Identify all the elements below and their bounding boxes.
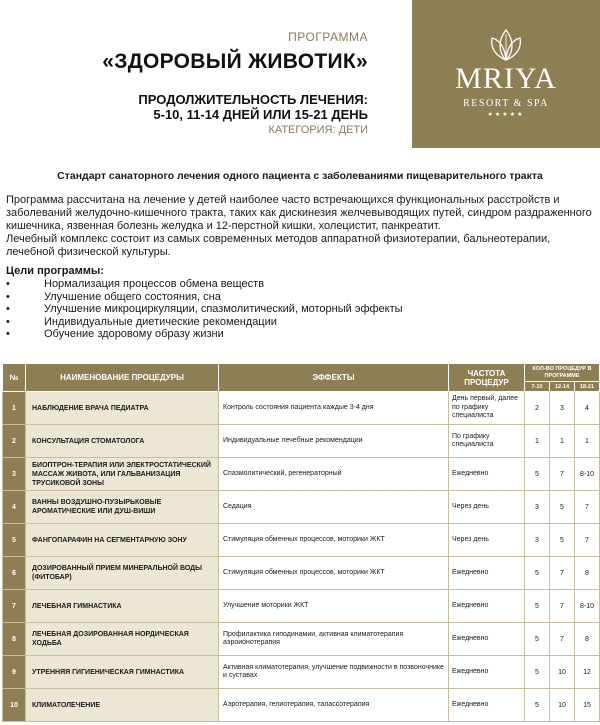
table-row <box>3 656 600 689</box>
procedure-effect: Стимуляция обменных процессов, моторики ЖКТ <box>219 524 449 557</box>
table-row <box>3 524 600 557</box>
intro-text <box>6 194 594 259</box>
procedure-effect: Аэротерапия, гелиотерапия, талассотерапия <box>219 689 449 722</box>
header <box>0 0 600 148</box>
procedure-frequency: По графику специалиста <box>449 425 525 458</box>
duration <box>102 92 368 122</box>
count-18-21: 12 <box>575 656 600 689</box>
count-7-10: 5 <box>525 656 550 689</box>
count-7-10: 5 <box>525 557 550 590</box>
header-num: № <box>3 364 26 392</box>
procedure-frequency: Ежедневно <box>449 656 525 689</box>
goal-item: • Улучшение микроциркуляции, спазмолитический, моторный эффекты <box>6 303 403 316</box>
procedure-effect: Активная климатотерапия, улучшение подвижности в позвоночнике и суставах <box>219 656 449 689</box>
category: КАТЕГОРИЯ: ДЕТИ <box>268 124 368 136</box>
procedure-name: НАБЛЮДЕНИЕ ВРАЧА ПЕДИАТРА <box>26 392 219 425</box>
row-number: 9 <box>3 656 26 689</box>
logo-name: MRIYA <box>455 62 557 95</box>
table-row <box>3 623 600 656</box>
header-days-2: 12-14 <box>550 382 575 392</box>
count-18-21: 15 <box>575 689 600 722</box>
goals-list <box>6 278 403 341</box>
procedure-name: БИОПТРОН-ТЕРАПИЯ ИЛИ ЭЛЕКТРОСТАТИЧЕСКИЙ МАССАЖ ЖИВОТА, ИЛИ ГАЛЬВАНИЗАЦИЯ ТРУСИКОВОЙ ЗОНЫ <box>26 458 219 491</box>
row-number: 5 <box>3 524 26 557</box>
count-18-21: 8-10 <box>575 590 600 623</box>
procedure-name: ФАНГОПАРАФИН НА СЕГМЕНТАРНУЮ ЗОНУ <box>26 524 219 557</box>
row-number: 2 <box>3 425 26 458</box>
intro-paragraph-2: Лечебный комплекс состоит из самых современных методов аппаратной физиотерапии, бальнеотерапии, лечебной физической культуры. <box>6 233 551 258</box>
procedure-frequency: День первый, далее по графику специалиста <box>449 392 525 425</box>
table-row <box>3 458 600 491</box>
lotus-leaf-icon <box>488 26 524 62</box>
goal-item: • Обучение здоровому образу жизни <box>6 328 403 341</box>
table-row <box>3 425 600 458</box>
count-7-10: 2 <box>525 392 550 425</box>
procedure-frequency: Через день <box>449 491 525 524</box>
count-18-21: 7 <box>575 524 600 557</box>
row-number: 7 <box>3 590 26 623</box>
procedure-frequency: Ежедневно <box>449 557 525 590</box>
count-7-10: 5 <box>525 590 550 623</box>
procedure-name: КОНСУЛЬТАЦИЯ СТОМАТОЛОГА <box>26 425 219 458</box>
procedure-frequency: Ежедневно <box>449 458 525 491</box>
header-days-1: 7-10 <box>525 382 550 392</box>
count-12-14: 10 <box>550 689 575 722</box>
procedure-effect: Улучшение моторики ЖКТ <box>219 590 449 623</box>
row-number: 10 <box>3 689 26 722</box>
count-18-21: 4 <box>575 392 600 425</box>
row-number: 3 <box>3 458 26 491</box>
duration-line-2: 5-10, 11-14 ДНЕЙ ИЛИ 15-21 ДЕНЬ <box>153 107 368 122</box>
count-12-14: 3 <box>550 392 575 425</box>
procedure-frequency: Через день <box>449 524 525 557</box>
procedure-effect: Стимуляция обменных процессов, моторики ЖКТ <box>219 557 449 590</box>
procedure-name: ЛЕЧЕБНАЯ ГИМНАСТИКА <box>26 590 219 623</box>
program-label: ПРОГРАММА <box>288 30 368 44</box>
header-effects: ЭФФЕКТЫ <box>219 364 449 392</box>
procedure-name: КЛИМАТОЛЕЧЕНИЕ <box>26 689 219 722</box>
procedure-name: УТРЕННЯЯ ГИГИЕНИЧЕСКАЯ ГИМНАСТИКА <box>26 656 219 689</box>
procedure-effect: Спазмолитический, регенераторный <box>219 458 449 491</box>
goal-item: • Улучшение общего состояния, сна <box>6 291 403 304</box>
program-title: «ЗДОРОВЫЙ ЖИВОТИК» <box>102 50 368 73</box>
procedures-table <box>2 363 600 722</box>
count-18-21: 8 <box>575 623 600 656</box>
procedure-frequency: Ежедневно <box>449 689 525 722</box>
procedure-effect: Седация <box>219 491 449 524</box>
table-row <box>3 392 600 425</box>
count-18-21: 8 <box>575 557 600 590</box>
count-12-14: 10 <box>550 656 575 689</box>
logo <box>412 0 600 148</box>
header-count: КОЛ-ВО ПРОЦЕДУР В ПРОГРАММЕ <box>525 364 600 382</box>
procedure-name: ВАННЫ ВОЗДУШНО-ПУЗЫРЬКОВЫЕ АРОМАТИЧЕСКИЕ ИЛИ ДУШ-ВИШИ <box>26 491 219 524</box>
goals-title: Цели программы: <box>6 265 104 277</box>
procedure-frequency: Ежедневно <box>449 590 525 623</box>
count-12-14: 7 <box>550 590 575 623</box>
goal-item: • Нормализация процессов обмена веществ <box>6 278 403 291</box>
count-12-14: 7 <box>550 557 575 590</box>
standard-title: Стандарт санаторного лечения одного пациента с заболеваниями пищеварительного тракта <box>57 170 543 182</box>
count-12-14: 7 <box>550 623 575 656</box>
count-7-10: 3 <box>525 491 550 524</box>
count-7-10: 5 <box>525 458 550 491</box>
program-header <box>102 30 368 136</box>
row-number: 6 <box>3 557 26 590</box>
count-7-10: 5 <box>525 689 550 722</box>
logo-subtitle: RESORT & SPA <box>463 98 549 109</box>
procedure-effect: Индивидуальные лечебные рекомендации <box>219 425 449 458</box>
procedure-name: ЛЕЧЕБНАЯ ДОЗИРОВАННАЯ НОРДИЧЕСКАЯ ХОДЬБА <box>26 623 219 656</box>
count-7-10: 5 <box>525 623 550 656</box>
procedure-frequency: Ежедневно <box>449 623 525 656</box>
count-12-14: 5 <box>550 524 575 557</box>
table-row <box>3 557 600 590</box>
count-18-21: 8-10 <box>575 458 600 491</box>
procedure-effect: Профилактика гиподинамии, активная климатотерапия аэроионотерапия <box>219 623 449 656</box>
procedure-effect: Контроль состояния пациента каждые 3-4 дня <box>219 392 449 425</box>
count-7-10: 1 <box>525 425 550 458</box>
header-days-3: 18-21 <box>575 382 600 392</box>
header-name: НАИМЕНОВАНИЕ ПРОЦЕДУРЫ <box>26 364 219 392</box>
goal-item: • Индивидуальные диетические рекомендации <box>6 316 403 329</box>
count-18-21: 1 <box>575 425 600 458</box>
logo-stars: ★★★★★ <box>487 112 525 118</box>
table-row <box>3 590 600 623</box>
table-row <box>3 491 600 524</box>
header-frequency: ЧАСТОТА ПРОЦЕДУР <box>449 364 525 392</box>
duration-line-1: ПРОДОЛЖИТЕЛЬНОСТЬ ЛЕЧЕНИЯ: <box>138 92 368 107</box>
count-12-14: 5 <box>550 491 575 524</box>
count-18-21: 7 <box>575 491 600 524</box>
count-7-10: 3 <box>525 524 550 557</box>
row-number: 1 <box>3 392 26 425</box>
row-number: 4 <box>3 491 26 524</box>
procedure-name: ДОЗИРОВАННЫЙ ПРИЕМ МИНЕРАЛЬНОЙ ВОДЫ (ФИТОБАР) <box>26 557 219 590</box>
count-12-14: 7 <box>550 458 575 491</box>
count-12-14: 1 <box>550 425 575 458</box>
table-row <box>3 689 600 722</box>
row-number: 8 <box>3 623 26 656</box>
intro-paragraph-1: Программа рассчитана на лечение у детей наиболее часто встречающихся функциональных расстройств и заболеваний желудочно-кишечного тракта, таких как дискинезия желчевыводящих путей, синдром раздраженного кишечника, язвенная болезнь желудка и 12-перстной кишки, холецистит, панкреатит. <box>6 194 592 232</box>
